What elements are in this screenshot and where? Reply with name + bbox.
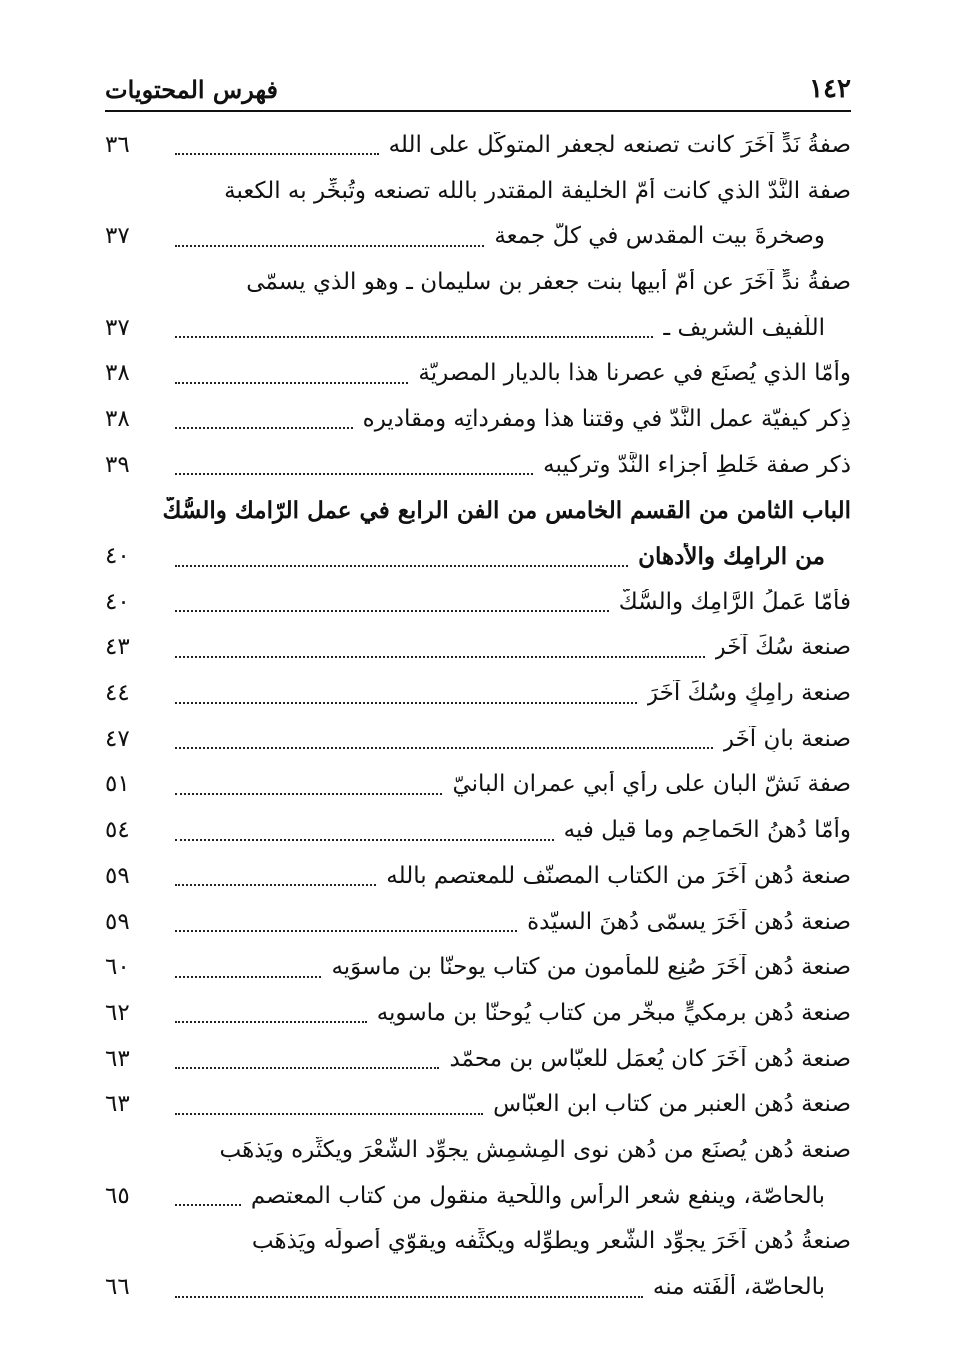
toc-entry-page: ٦٣ bbox=[105, 1091, 130, 1118]
toc-entry-page: ٦٥ bbox=[105, 1182, 130, 1209]
dot-leader bbox=[175, 1112, 483, 1115]
toc-entry bbox=[105, 1219, 851, 1265]
toc-entry bbox=[105, 1081, 851, 1127]
dot-leader bbox=[175, 883, 376, 886]
toc-entry-text: صنعة دُهنٍ برمكيٍّ مبخَّر من كتاب يُوحنّا بن ماسويه bbox=[376, 999, 851, 1026]
toc-entry-page: ٥١ bbox=[105, 771, 130, 798]
dot-leader bbox=[175, 929, 517, 932]
toc-entry-continuation bbox=[105, 305, 851, 351]
toc-entry-page: ٣٧ bbox=[105, 314, 130, 341]
toc-entry-text: وأمّا الذي يُصنَع في عصرنا هذا بالديار المصريّة bbox=[418, 360, 851, 387]
toc-entry-page: ٤٣ bbox=[105, 634, 130, 661]
toc-entry-text: صنعة بانٍ آخَر bbox=[722, 725, 851, 752]
toc-entry bbox=[105, 670, 851, 716]
dot-leader bbox=[175, 1295, 643, 1298]
toc-entry-text: صنعة سُكٍّ آخَر bbox=[714, 634, 851, 661]
toc-entry-page: ٣٧ bbox=[105, 223, 130, 250]
toc-entry-text: صنعة دُهن آخَرَ يسمّى دُهنَ السيّدة bbox=[527, 908, 851, 935]
toc-entry-page: ٦٠ bbox=[105, 954, 130, 981]
toc-entry bbox=[105, 168, 851, 214]
toc-entry-continuation bbox=[105, 1264, 851, 1310]
toc-entry-text: وصخرةَ بيت المقدس في كلّ جمعة bbox=[494, 223, 825, 250]
toc-entry-text: صنعة دُهنٍ يُصنَع من دُهنِ نوى المِشمِش يجوِّد الشَّعْرَ ويكثِّره ويَذهَب bbox=[219, 1136, 851, 1163]
toc-entry bbox=[105, 579, 851, 625]
toc-entry-text: ذكر صفة خَلطِ أجزاء النَّدّ وتركيبه bbox=[543, 451, 851, 478]
toc-entry-text: من الرامِك والأدهان bbox=[638, 542, 825, 570]
dot-leader bbox=[175, 564, 628, 567]
toc-entry bbox=[105, 259, 851, 305]
dot-leader bbox=[175, 1020, 367, 1023]
toc-entry bbox=[105, 625, 851, 671]
toc-entry bbox=[105, 122, 851, 168]
toc-entry-text: صفة نَشّ البان على رأي أبي عمران البانيّ bbox=[452, 771, 851, 798]
dot-leader bbox=[175, 472, 533, 475]
toc-entry-text: صنعةُ دُهن آخَرَ يجوِّد الشَّعر ويطوِّله ويكثِّفه ويقوّي أصولَه ويَذهَب bbox=[251, 1228, 851, 1255]
dot-leader bbox=[175, 609, 609, 612]
toc-entry-page: ٤٠ bbox=[105, 588, 130, 615]
toc-entry-page: ٥٩ bbox=[105, 862, 130, 889]
toc-entry-page: ٤٠ bbox=[105, 543, 130, 570]
toc-entry-page: ٥٩ bbox=[105, 908, 130, 935]
toc-chapter-heading-continuation bbox=[105, 533, 851, 579]
toc-entry-text: ذِكر كيفيّة عمل النَّدّ في وقتنا هذا ومفرداتِه ومقاديرِه bbox=[362, 405, 851, 432]
toc-chapter-heading bbox=[105, 488, 851, 534]
toc-entry-continuation bbox=[105, 213, 851, 259]
toc-entry bbox=[105, 990, 851, 1036]
toc-entry-page: ٣٦ bbox=[105, 131, 130, 158]
toc-entry-text: صنعة دُهن العنبر من كتاب ابنِ العبّاس bbox=[493, 1091, 851, 1118]
toc-entry bbox=[105, 807, 851, 853]
toc-entry-text: وأمّا دُهنُ الحَماحِم وما قيل فيه bbox=[563, 817, 851, 844]
toc-entry-text: صنعة دُهن آخَرَ صُنِع للمأمون من كتاب يوحنّا بن ماسوَيه bbox=[331, 954, 851, 981]
dot-leader bbox=[175, 746, 713, 749]
toc-entry-text: صنعة دُهن آخَرَ من الكتاب المصنّف للمعتصم بالله bbox=[386, 862, 851, 889]
toc-entry-text: صفة النَّدّ الذي كانت أمّ الخليفة المقتدر بالله تصنعه وتُبخِّر به الكعبة bbox=[224, 177, 851, 204]
toc-entry bbox=[105, 899, 851, 945]
toc-entry-page: ٦٢ bbox=[105, 999, 130, 1026]
dot-leader bbox=[175, 701, 637, 704]
toc-entry-page: ٣٨ bbox=[105, 405, 130, 432]
toc-entry-text: صنعة رامِكٍ وسُكٍّ آخَرَ bbox=[646, 680, 851, 707]
toc-entry-text: صنعة دُهنٍ آخَرَ كان يُعمَل للعبّاس بنِ محمّد bbox=[449, 1045, 851, 1072]
toc-entry-text: الباب الثامن من القسم الخامس من الفن الرابع في عمل الرّامك والسُّكّ bbox=[162, 496, 851, 524]
toc-entry-page: ٤٤ bbox=[105, 680, 130, 707]
section-title: فهرس المحتويات bbox=[105, 75, 279, 104]
dot-leader bbox=[175, 792, 442, 795]
toc-entry bbox=[105, 350, 851, 396]
toc-entry bbox=[105, 762, 851, 808]
dot-leader bbox=[175, 335, 653, 338]
toc-entry-page: ٦٣ bbox=[105, 1045, 130, 1072]
dot-leader bbox=[175, 838, 554, 841]
toc-entry bbox=[105, 853, 851, 899]
toc-entry bbox=[105, 442, 851, 488]
toc-entry bbox=[105, 1036, 851, 1082]
dot-leader bbox=[175, 655, 705, 658]
toc-entry-text: صفةُ نَدٍّ آخَرَ كانت تصنعه لجعفر المتوكّل على الله bbox=[388, 131, 851, 158]
dot-leader bbox=[175, 152, 379, 155]
toc-entry-text: صفةُ ندٍّ آخَرَ عن أُمّ أبيها بنت جعفر بن سليمان ـ وهو الذي يسمّى bbox=[246, 268, 851, 295]
dot-leader bbox=[175, 244, 484, 247]
toc-entry-text: اللّفيف الشريف ـ bbox=[663, 314, 825, 341]
toc-entry-page: ٤٧ bbox=[105, 725, 130, 752]
toc-entry-text: بالحاصّة، وينفع شعر الرأس واللّحية منقول من كتاب المعتصم bbox=[250, 1182, 825, 1209]
toc-entry bbox=[105, 396, 851, 442]
toc-entry bbox=[105, 1127, 851, 1173]
toc-entry-page: ٦٦ bbox=[105, 1274, 130, 1301]
toc-entry bbox=[105, 944, 851, 990]
toc-entry-page: ٣٨ bbox=[105, 360, 130, 387]
running-header bbox=[105, 68, 851, 112]
toc-entry bbox=[105, 716, 851, 762]
dot-leader bbox=[175, 975, 321, 978]
table-of-contents bbox=[105, 122, 851, 1310]
dot-leader bbox=[175, 381, 408, 384]
toc-entry-page: ٣٩ bbox=[105, 451, 130, 478]
dot-leader bbox=[175, 1066, 439, 1069]
dot-leader bbox=[175, 1203, 241, 1206]
toc-entry-text: فأمّا عَملُ الرَّامِك والسُّكّ bbox=[618, 588, 851, 615]
page-number: ١٤٢ bbox=[809, 74, 851, 104]
toc-entry-page: ٥٤ bbox=[105, 817, 130, 844]
toc-entry-continuation bbox=[105, 1173, 851, 1219]
toc-entry-text: بالحاصّة، أَلْفَته منه bbox=[652, 1274, 825, 1301]
dot-leader bbox=[175, 426, 353, 429]
